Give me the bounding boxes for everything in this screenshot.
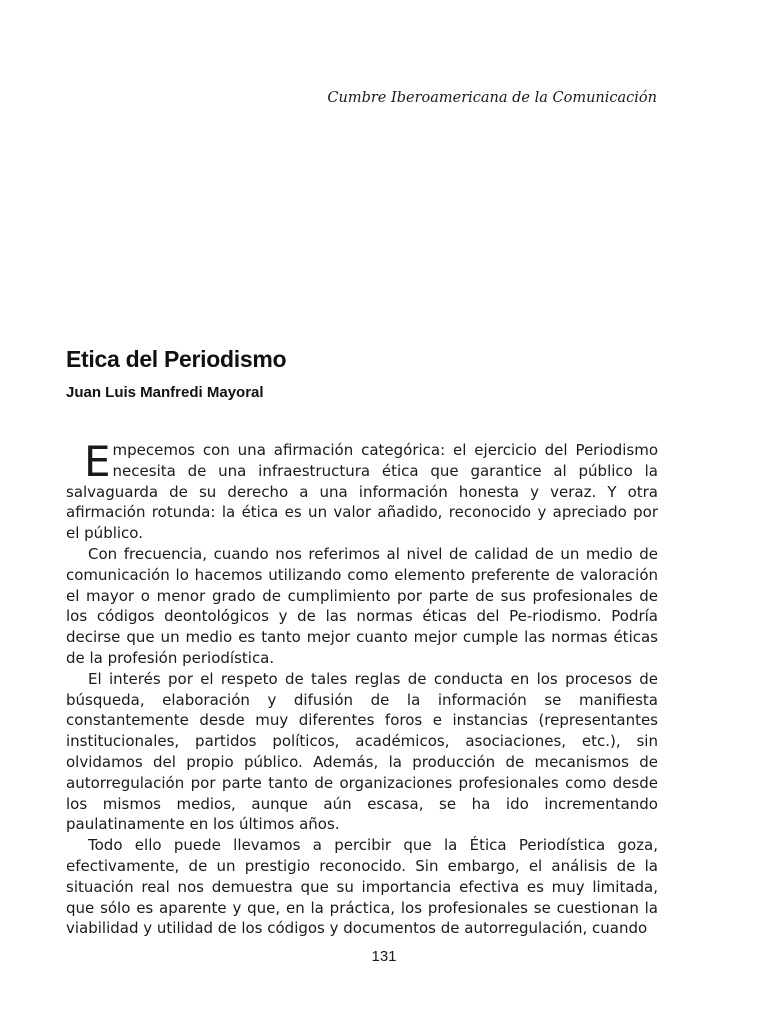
paragraph-1-text: mpecemos con una afirmación categórica: el ejercicio del Periodismo necesita de una infraestructura ética que garantice al público la salvaguarda de su derecho a una información honesta y veraz. Y otra afirmación rotunda: la ética es un valor añadido, reconocido y apreciado por el público.: [66, 441, 658, 543]
paragraph-3: El interés por el respeto de tales reglas de conducta en los procesos de búsqueda, elaboración y difusión de la información se manifiesta constantemente desde muy diferentes foros e instancias (representantes institucionales, partidos políticos, académicos, asociaciones, etc.), sin olvidamos del propio público. Además, la producción de mecanismos de autorregulación por parte tanto de organizaciones profesionales como desde los mismos medios, aunque aún escasa, se ha ido incrementando paulatinamente en los últimos años.: [66, 669, 658, 834]
page-number: 131: [371, 948, 397, 965]
paragraph-2: Con frecuencia, cuando nos referimos al nivel de calidad de un medio de comunicación lo hacemos utilizando como elemento preferente de valoración el mayor o menor grado de cumplimiento por parte de sus profesionales de los códigos deontológicos y de las normas éticas del Pe-riodismo. Podría decirse que un medio es tanto mejor cuanto mejor cumple las normas éticas de la profesión periodística.: [66, 544, 658, 667]
running-header: Cumbre Iberoamericana de la Comunicación: [327, 90, 657, 106]
article-body: [66, 437, 658, 939]
paragraph-4: Todo ello puede llevamos a percibir que la Ética Periodística goza, efectivamente, de un prestigio reconocido. Sin embargo, el análisis de la situación real nos demuestra que su importancia efectiva es muy limitada, que sólo es aparente y que, en la práctica, los profesionales se cuestionan la viabilidad y utilidad de los códigos y documentos de autorregulación, cuando: [66, 836, 658, 938]
article-title: Etica del Periodismo: [66, 346, 287, 372]
article-author: Juan Luis Manfredi Mayoral: [66, 384, 264, 401]
paragraph-1: [66, 437, 658, 544]
drop-cap: E: [84, 437, 111, 486]
